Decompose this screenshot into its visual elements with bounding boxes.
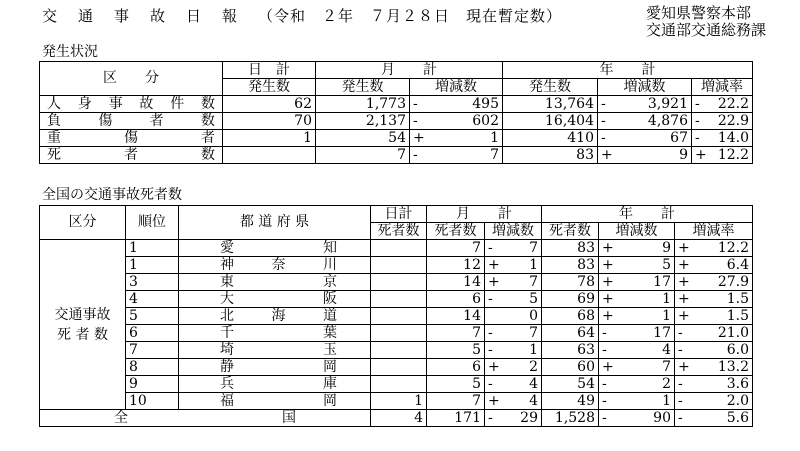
mon-inc-value: 5 (529, 290, 538, 307)
header-yr-occ: 発生数 (503, 79, 598, 96)
yr-inc-sign: - (601, 129, 606, 146)
yr-rate-sign: - (678, 341, 683, 358)
yr-inc-value: 7 (662, 358, 671, 375)
yr-deaths: 60 (542, 359, 599, 376)
mon-inc-sign: - (413, 112, 418, 129)
yr-inc (599, 325, 675, 342)
yr-deaths: 68 (542, 308, 599, 325)
mon-deaths: 14 (427, 274, 485, 291)
prefecture-name: 埼 玉 (179, 342, 371, 359)
group-label (40, 240, 126, 410)
prefecture-name: 兵 庫 (179, 376, 371, 393)
mon-inc-sign: + (488, 392, 500, 409)
org-line-1: 愛知県警察本部 (646, 4, 752, 22)
yr-inc-sign: - (602, 375, 607, 392)
yr-rate-value: 3.6 (726, 375, 749, 392)
prefecture-row (40, 342, 753, 359)
yr-rate (675, 393, 753, 410)
yr-inc-value: 17 (653, 324, 671, 341)
header-mon-deaths: 死者数 (427, 223, 485, 240)
mon-inc (485, 359, 542, 376)
yr-inc-value: 9 (662, 239, 671, 256)
mon-inc-sign: - (488, 239, 493, 256)
mon-inc-value: 7 (529, 273, 538, 290)
yr-rate-sign: + (678, 290, 690, 307)
yr-inc (598, 147, 692, 164)
yr-deaths: 63 (542, 342, 599, 359)
yr-rate-value: 14.0 (717, 129, 749, 146)
yr-rate-value: 12.2 (717, 239, 749, 256)
mon-inc (485, 257, 542, 274)
mon-inc-sign: + (488, 358, 500, 375)
total-mon-inc (485, 410, 542, 427)
mon-inc-value: 0 (529, 307, 538, 324)
mon-occ: 2,137 (316, 113, 410, 130)
row-label: 人 身 事 故 件 数 (40, 96, 223, 113)
yr-inc-sign: - (602, 341, 607, 358)
yr-inc (598, 96, 692, 113)
day-occ: 70 (223, 113, 316, 130)
mon-inc-sign: + (488, 273, 500, 290)
yr-rate-sign: - (678, 375, 683, 392)
day-occ (223, 147, 316, 164)
prefecture-row (40, 376, 753, 393)
yr-inc-sign: + (602, 307, 614, 324)
yr-rate (675, 325, 753, 342)
mon-occ: 1,773 (316, 96, 410, 113)
day-deaths (371, 325, 427, 342)
total-mon-inc-sign: - (488, 409, 493, 426)
yr-inc-value: 1 (662, 392, 671, 409)
mon-inc-sign: + (413, 129, 425, 146)
group-label-line2: 死 者 数 (57, 326, 108, 343)
prefecture-row (40, 274, 753, 291)
yr-rate (675, 257, 753, 274)
rank: 1 (126, 240, 179, 257)
prefecture-row (40, 308, 753, 325)
row-label: 負 傷 者 数 (40, 113, 223, 130)
mon-inc-sign (488, 309, 498, 324)
mon-inc (485, 393, 542, 410)
yr-inc-sign: + (602, 239, 614, 256)
yr-rate-sign: + (678, 307, 690, 324)
day-deaths (371, 308, 427, 325)
mon-inc (485, 308, 542, 325)
rank: 3 (126, 274, 179, 291)
yr-inc-value: 3,921 (647, 95, 688, 112)
report-date: （令和 ２年 ７月２８日 現在暫定数） (258, 7, 563, 25)
header-monthly: 月 計 (316, 62, 503, 79)
mon-inc (485, 325, 542, 342)
yr-inc-value: 5 (662, 256, 671, 273)
yr-rate-value: 1.5 (726, 307, 749, 324)
report-title: 交 通 事 故 日 報 （令和 ２年 ７月２８日 現在暫定数） (42, 7, 563, 25)
mon-deaths: 6 (427, 359, 485, 376)
rank: 9 (126, 376, 179, 393)
occurrence-row (40, 113, 753, 130)
yr-rate-value: 27.9 (717, 273, 749, 290)
yr-rate (692, 113, 753, 130)
yr-rate-sign: - (678, 392, 683, 409)
header-yr-inc: 増減数 (598, 79, 692, 96)
prefecture-name: 東 京 (179, 274, 371, 291)
yr-inc (599, 274, 675, 291)
yr-inc-sign: + (601, 146, 613, 163)
prefecture-row (40, 359, 753, 376)
prefecture-name: 北 海 道 (179, 308, 371, 325)
yr-deaths: 69 (542, 291, 599, 308)
mon-inc-sign: - (488, 341, 493, 358)
mon-inc-value: 1 (529, 256, 538, 273)
yr-inc-sign: - (601, 112, 606, 129)
total-label: 全 国 (40, 410, 371, 427)
mon-inc-value: 4 (529, 392, 538, 409)
mon-inc (410, 113, 503, 130)
mon-inc (485, 240, 542, 257)
national-total-row (40, 410, 753, 427)
yr-inc (599, 393, 675, 410)
total-mon: 171 (427, 410, 485, 427)
header-day-occ: 発生数 (223, 79, 316, 96)
header-day-deaths: 死者数 (371, 223, 427, 240)
mon-inc (410, 96, 503, 113)
mon-inc-value: 1 (490, 129, 499, 146)
yr-rate-sign: + (695, 146, 707, 163)
yr-deaths: 54 (542, 376, 599, 393)
prefecture-row (40, 291, 753, 308)
mon-deaths: 5 (427, 376, 485, 393)
yr-inc (599, 291, 675, 308)
occurrence-row (40, 147, 753, 164)
day-deaths (371, 274, 427, 291)
mon-deaths: 7 (427, 240, 485, 257)
yr-inc-value: 4 (662, 341, 671, 358)
mon-inc-value: 2 (529, 358, 538, 375)
mon-inc-value: 7 (490, 146, 499, 163)
yr-inc (599, 240, 675, 257)
header-mon-occ: 発生数 (316, 79, 410, 96)
yr-inc (599, 257, 675, 274)
mon-inc-value: 602 (472, 112, 499, 129)
total-yr-rate-sign: - (678, 409, 683, 426)
header-yr-rate2: 増減率 (675, 223, 753, 240)
yr-inc-value: 2 (662, 375, 671, 392)
day-deaths (371, 342, 427, 359)
yr-inc-value: 67 (670, 129, 688, 146)
mon-inc-sign: - (488, 324, 493, 341)
row-label: 重 傷 者 (40, 130, 223, 147)
prefecture-row (40, 325, 753, 342)
day-deaths (371, 257, 427, 274)
header-daily2: 日計 (371, 206, 427, 223)
total-yr-inc-sign: - (602, 409, 607, 426)
yr-rate-sign: - (695, 112, 700, 129)
yr-occ: 13,764 (503, 96, 598, 113)
mon-inc-value: 7 (529, 324, 538, 341)
total-day: 4 (371, 410, 427, 427)
yr-inc-sign: + (602, 256, 614, 273)
yr-deaths: 83 (542, 257, 599, 274)
total-yr-inc-value: 90 (653, 409, 671, 426)
day-deaths: 1 (371, 393, 427, 410)
mon-inc-value: 4 (529, 375, 538, 392)
yr-rate (675, 291, 753, 308)
total-yr-rate (675, 410, 753, 427)
header-pref: 都 道 府 県 (179, 206, 371, 240)
mon-inc (485, 274, 542, 291)
yr-inc-value: 17 (653, 273, 671, 290)
total-mon-inc-value: 29 (520, 409, 538, 426)
rank: 6 (126, 325, 179, 342)
section1-heading: 発生状況 (42, 44, 98, 60)
day-occ: 1 (223, 130, 316, 147)
mon-occ: 7 (316, 147, 410, 164)
rank: 10 (126, 393, 179, 410)
yr-inc-value: 4,876 (647, 112, 688, 129)
yr-inc-sign: + (602, 273, 614, 290)
total-yr: 1,528 (542, 410, 599, 427)
yr-inc-sign: - (601, 95, 606, 112)
mon-occ: 54 (316, 130, 410, 147)
yr-rate-value: 6.4 (726, 256, 749, 273)
mon-inc-sign: - (413, 95, 418, 112)
yr-occ: 83 (503, 147, 598, 164)
mon-inc-value: 495 (472, 95, 499, 112)
yr-rate-sign: - (678, 324, 683, 341)
yr-rate-sign: + (678, 358, 690, 375)
occurrence-table (39, 61, 753, 164)
yr-rate (692, 96, 753, 113)
mon-deaths: 14 (427, 308, 485, 325)
mon-inc-sign: - (488, 375, 493, 392)
mon-deaths: 7 (427, 325, 485, 342)
prefecture-name: 愛 知 (179, 240, 371, 257)
header-yr-inc2: 増減数 (599, 223, 675, 240)
yr-rate-sign: + (678, 256, 690, 273)
mon-inc-sign: - (413, 146, 418, 163)
yr-rate-sign: - (695, 129, 700, 146)
organization (646, 5, 766, 39)
yr-rate-sign: - (695, 95, 700, 112)
rank: 8 (126, 359, 179, 376)
yr-inc (598, 113, 692, 130)
group-label-line1: 交通事故 (54, 306, 111, 323)
header-mon-inc2: 増減数 (485, 223, 542, 240)
yr-rate (675, 274, 753, 291)
mon-inc (485, 342, 542, 359)
rank: 7 (126, 342, 179, 359)
occurrence-row (40, 96, 753, 113)
yr-deaths: 78 (542, 274, 599, 291)
rank: 4 (126, 291, 179, 308)
yr-rate (692, 147, 753, 164)
day-deaths (371, 376, 427, 393)
header-kubun: 区 分 (40, 62, 223, 96)
prefecture-name: 福 岡 (179, 393, 371, 410)
yr-inc-value: 1 (662, 290, 671, 307)
header-rank: 順位 (126, 206, 179, 240)
yr-inc-sign: - (602, 392, 607, 409)
header-kubun2: 区分 (40, 206, 126, 240)
prefecture-name: 静 岡 (179, 359, 371, 376)
yr-inc (599, 308, 675, 325)
day-deaths (371, 240, 427, 257)
yr-inc (599, 376, 675, 393)
yr-inc (599, 359, 675, 376)
yr-rate (675, 308, 753, 325)
day-occ: 62 (223, 96, 316, 113)
mon-deaths: 5 (427, 342, 485, 359)
yr-inc-value: 1 (662, 307, 671, 324)
mon-deaths: 6 (427, 291, 485, 308)
yr-rate (675, 359, 753, 376)
national-deaths-table (39, 205, 753, 427)
yr-deaths: 64 (542, 325, 599, 342)
mon-inc (410, 147, 503, 164)
yr-rate-value: 6.0 (726, 341, 749, 358)
yr-rate-value: 1.5 (726, 290, 749, 307)
mon-deaths: 12 (427, 257, 485, 274)
mon-inc-value: 7 (529, 239, 538, 256)
yr-inc (599, 342, 675, 359)
yr-rate-sign: + (678, 273, 690, 290)
rank: 5 (126, 308, 179, 325)
mon-inc (485, 291, 542, 308)
yr-inc (598, 130, 692, 147)
yr-occ: 16,404 (503, 113, 598, 130)
mon-deaths: 7 (427, 393, 485, 410)
prefecture-row (40, 257, 753, 274)
header-mon-inc: 増減数 (410, 79, 503, 96)
row-label: 死 者 数 (40, 147, 223, 164)
org-line-2: 交通部交通総務課 (646, 21, 767, 39)
yr-rate-sign: + (678, 239, 690, 256)
mon-inc (410, 130, 503, 147)
header-yr-rate: 増減率 (692, 79, 753, 96)
yr-rate-value: 22.2 (717, 95, 749, 112)
yr-rate (692, 130, 753, 147)
yr-rate (675, 376, 753, 393)
yr-deaths: 83 (542, 240, 599, 257)
occurrence-row (40, 130, 753, 147)
yr-rate-value: 21.0 (717, 324, 749, 341)
prefecture-row (40, 240, 753, 257)
yr-inc-sign: - (602, 324, 607, 341)
yr-rate-value: 13.2 (717, 358, 749, 375)
prefecture-name: 千 葉 (179, 325, 371, 342)
yr-rate-value: 22.9 (717, 112, 749, 129)
header-yr-deaths: 死者数 (542, 223, 599, 240)
mon-inc-value: 1 (529, 341, 538, 358)
prefecture-row (40, 393, 753, 410)
header-monthly2: 月 計 (427, 206, 542, 223)
total-yr-inc (599, 410, 675, 427)
mon-inc-sign: - (488, 290, 493, 307)
mon-inc-sign: + (488, 256, 500, 273)
day-deaths (371, 359, 427, 376)
day-deaths (371, 291, 427, 308)
yr-inc-value: 9 (679, 146, 688, 163)
prefecture-name: 大 阪 (179, 291, 371, 308)
header-yearly: 年 計 (503, 62, 753, 79)
header-daily: 日 計 (223, 62, 316, 79)
mon-inc (485, 376, 542, 393)
yr-inc-sign: + (602, 290, 614, 307)
prefecture-name: 神 奈 川 (179, 257, 371, 274)
yr-rate-value: 2.0 (726, 392, 749, 409)
yr-rate (675, 342, 753, 359)
total-yr-rate-value: 5.6 (726, 409, 749, 426)
yr-rate (675, 240, 753, 257)
header-yearly2: 年 計 (542, 206, 753, 223)
section2-heading: 全国の交通事故死者数 (42, 187, 182, 203)
rank: 1 (126, 257, 179, 274)
yr-occ: 410 (503, 130, 598, 147)
yr-inc-sign: + (602, 358, 614, 375)
yr-deaths: 49 (542, 393, 599, 410)
yr-rate-value: 12.2 (717, 146, 749, 163)
